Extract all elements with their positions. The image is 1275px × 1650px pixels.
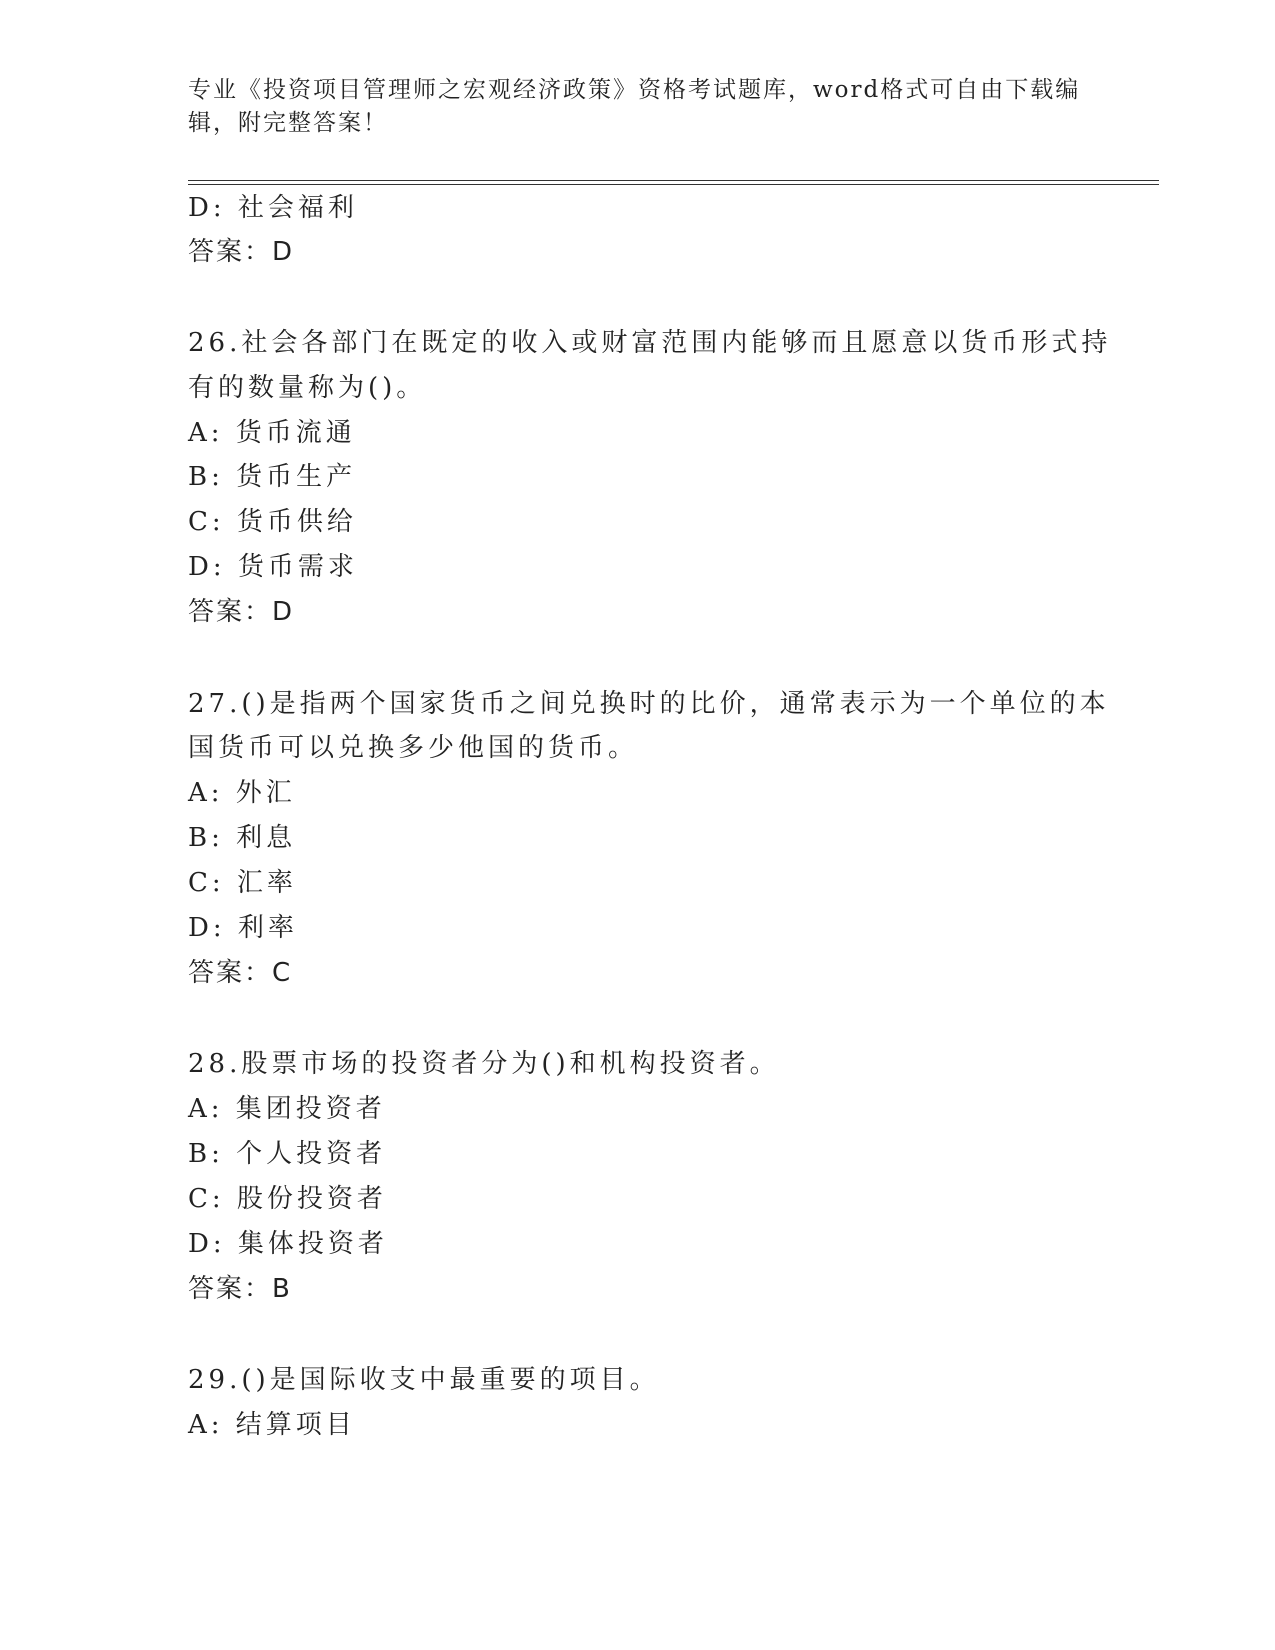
question-26-option-b: B: 货币生产 <box>188 462 357 492</box>
document-header <box>188 74 1088 140</box>
question-26-option-a: A: 货币流通 <box>188 418 356 448</box>
question-28-stem: 28.股票市场的投资者分为()和机构投资者。 <box>188 1049 780 1079</box>
question-29-stem: 29.()是国际收支中最重要的项目。 <box>188 1365 660 1395</box>
question-26-option-d: D: 货币需求 <box>188 552 358 582</box>
question-27-stem-line-1: 27.()是指两个国家货币之间兑换时的比价，通常表示为一个单位的本 <box>188 689 1110 719</box>
question-26-option-c: C: 货币供给 <box>188 507 357 537</box>
question-28-option-d: D: 集体投资者 <box>188 1229 388 1259</box>
question-28-option-a: A: 集团投资者 <box>188 1094 386 1124</box>
question-27-option-c: C: 汇率 <box>188 868 297 898</box>
question-27-answer: 答案：C <box>188 958 293 988</box>
question-26-stem-line-1: 26.社会各部门在既定的收入或财富范围内能够而且愿意以货币形式持 <box>188 328 1112 358</box>
question-29-option-a: A: 结算项目 <box>188 1410 356 1440</box>
question-26-stem-line-2: 有的数量称为()。 <box>188 373 427 403</box>
question-27-stem-line-2: 国货币可以兑换多少他国的货币。 <box>188 733 639 763</box>
header-divider-bottom <box>188 184 1159 185</box>
question-27-option-d: D: 利率 <box>188 913 298 943</box>
option-d: D: 社会福利 <box>188 193 358 223</box>
header-line-1: 专业《投资项目管理师之宏观经济政策》资格考试题库，word格式可自由下载编 <box>188 77 1081 103</box>
question-27-option-a: A: 外汇 <box>188 778 296 808</box>
header-divider-top <box>188 180 1159 181</box>
question-28-option-c: C: 股份投资者 <box>188 1184 387 1214</box>
question-28-answer: 答案：B <box>188 1274 292 1304</box>
answer-line: 答案：D <box>188 237 295 267</box>
header-line-2: 辑，附完整答案！ <box>188 110 388 136</box>
question-27-option-b: B: 利息 <box>188 823 297 853</box>
question-26-answer: 答案：D <box>188 597 295 627</box>
question-28-option-b: B: 个人投资者 <box>188 1139 387 1169</box>
